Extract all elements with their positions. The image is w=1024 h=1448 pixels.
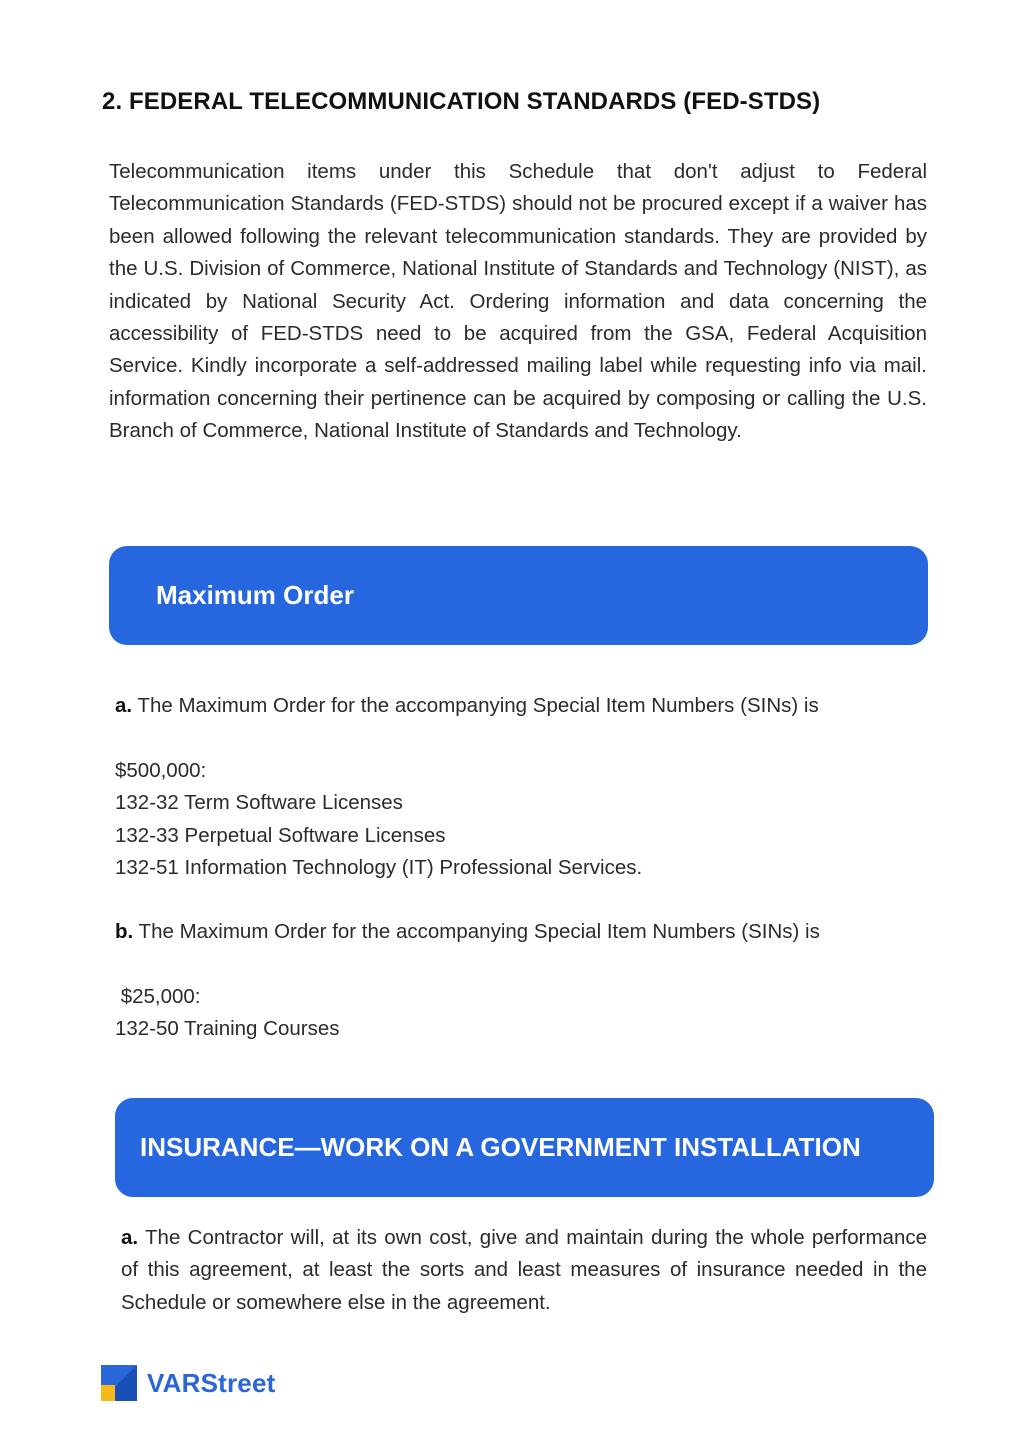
item-b-label: b. <box>115 920 134 943</box>
item-b-text: The Maximum Order for the accompanying Special Item Numbers (SINs) is <box>133 920 820 943</box>
insurance-banner <box>115 1098 934 1197</box>
insurance-a-label: a. <box>121 1226 139 1249</box>
insurance-a-text: The Contractor will, at its own cost, give and maintain during the whole performance of this agreement, at least the sorts and least measures of insurance needed in the Schedule or somewhere else in the agreement. <box>121 1226 927 1314</box>
insurance-title: INSURANCE—WORK ON A GOVERNMENT INSTALLATION <box>140 1132 861 1162</box>
varstreet-logo-icon <box>101 1365 137 1401</box>
sin-line: 132-32 Term Software Licenses <box>115 791 403 815</box>
varstreet-logo <box>101 1364 275 1402</box>
sin-line: 132-51 Information Technology (IT) Professional Services. <box>115 856 643 880</box>
section-heading: 2. FEDERAL TELECOMMUNICATION STANDARDS (FED-STDS) <box>102 88 821 115</box>
item-b-amount: $25,000: <box>115 984 201 1008</box>
sin-line: 132-50 Training Courses <box>115 1017 340 1041</box>
item-a-text: The Maximum Order for the accompanying Special Item Numbers (SINs) is <box>132 694 819 717</box>
item-a-label: a. <box>115 694 133 717</box>
maximum-order-banner <box>109 546 928 645</box>
fed-stds-paragraph: Telecommunication items under this Schedule that don't adjust to Federal Telecommunication Standards (FED-STDS) should not be procured except if a waiver has been allowed following the relevant telecommunication standards. They are provided by the U.S. Division of Commerce, National Institute of Standards and Technology (NIST), as indicated by National Security Act. Ordering information and data concerning the accessibility of FED-STDS need to be acquired from the GSA, Federal Acquisition Service. Kindly incorporate a self-addressed mailing label while requesting info via mail. information concerning their pertinence can be acquired by composing or calling the U.S. Branch of Commerce, National Institute of Standards and Technology. <box>109 160 927 443</box>
insurance-item-a <box>121 1222 927 1319</box>
item-b-intro <box>115 916 935 948</box>
varstreet-logo-text: VARStreet <box>147 1367 276 1398</box>
sin-line: 132-33 Perpetual Software Licenses <box>115 823 446 847</box>
item-a-amount: $500,000: <box>115 758 207 782</box>
maximum-order-title: Maximum Order <box>156 580 354 610</box>
item-a-intro <box>115 690 935 722</box>
maximum-order-item-b <box>115 916 935 1046</box>
maximum-order-item-a <box>115 690 935 884</box>
